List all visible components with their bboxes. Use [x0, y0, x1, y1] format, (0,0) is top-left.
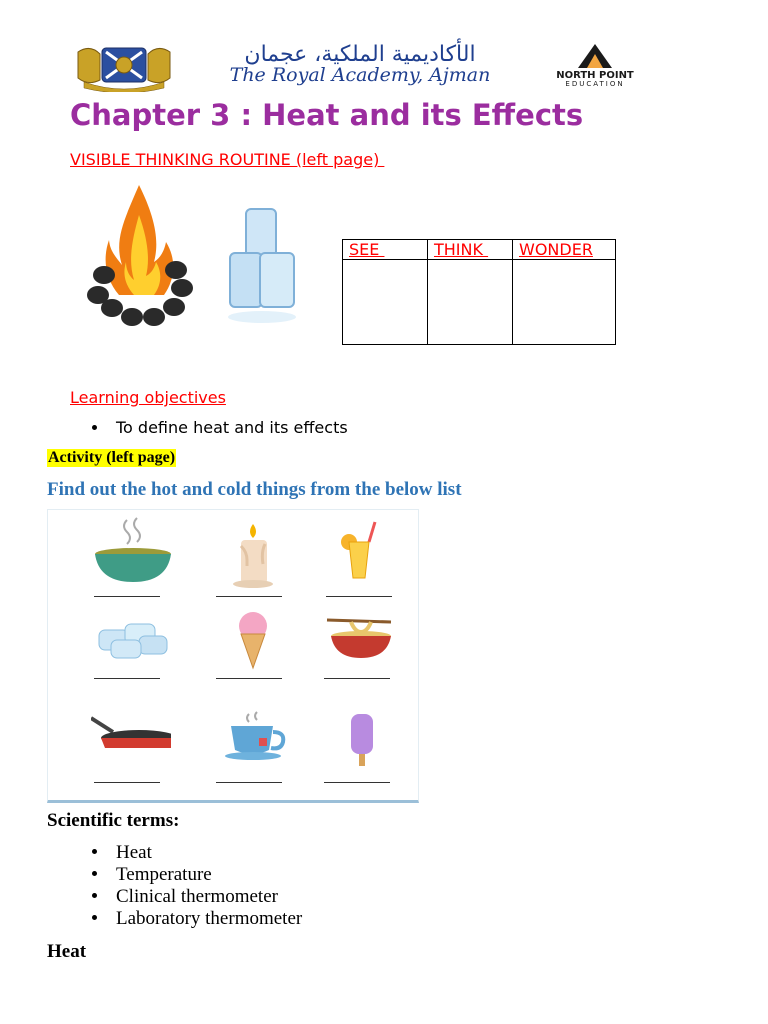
item-frying-pan — [76, 710, 176, 800]
answer-line[interactable] — [326, 596, 392, 597]
activity-label: Activity (left page) — [48, 449, 176, 466]
wonder-column-header: WONDER — [513, 240, 616, 260]
see-answer-cell[interactable] — [343, 260, 428, 345]
objective-item — [116, 418, 348, 437]
table-header-row — [343, 240, 616, 260]
learning-objectives-heading: Learning objectives — [70, 388, 226, 407]
juice-glass-icon — [323, 516, 403, 591]
activity-instruction: Find out the hot and cold things from the below list — [47, 479, 462, 500]
frying-pan-icon — [91, 710, 171, 785]
answer-line[interactable] — [324, 782, 390, 783]
term-text: Laboratory thermometer — [116, 908, 303, 929]
answer-line[interactable] — [324, 678, 390, 679]
bullet-icon — [92, 849, 97, 854]
campfire-image — [84, 180, 194, 330]
hot-cold-items-panel — [47, 509, 419, 803]
think-column-header: THINK — [428, 240, 513, 260]
ice-lolly-icon — [321, 710, 401, 785]
answer-line[interactable] — [216, 678, 282, 679]
royal-academy-crest-logo — [70, 40, 178, 92]
see-column-header: SEE — [343, 240, 428, 260]
answer-line[interactable] — [94, 596, 160, 597]
item-tea-cup — [198, 710, 298, 800]
scientific-terms-heading: Scientific terms: — [47, 810, 180, 831]
item-orange-juice — [308, 516, 408, 606]
item-ice-cream — [198, 604, 298, 694]
candle-icon — [213, 516, 293, 591]
item-ice-lolly — [306, 710, 406, 800]
term-text: Temperature — [116, 864, 212, 885]
academy-arabic-name: الأكاديمية الملكية، عجمان — [244, 42, 476, 67]
see-think-wonder-table — [342, 239, 616, 345]
heat-section-heading: Heat — [47, 941, 87, 962]
item-ice-cubes — [76, 604, 176, 694]
term-item — [116, 864, 212, 886]
routine-heading: VISIBLE THINKING ROUTINE (left page) — [70, 150, 385, 169]
ice-blocks-icon — [91, 604, 171, 679]
bullet-icon — [92, 425, 97, 430]
academy-english-name: The Royal Academy, Ajman — [229, 64, 491, 86]
answer-line[interactable] — [94, 678, 160, 679]
answer-line[interactable] — [216, 596, 282, 597]
item-noodles — [306, 604, 406, 694]
noodle-bowl-icon — [321, 604, 401, 679]
term-item — [116, 908, 302, 930]
term-text: Heat — [116, 842, 152, 863]
item-hot-soup — [76, 516, 176, 606]
chapter-title: Chapter 3 : Heat and its Effects — [70, 98, 584, 132]
ice-cubes-image — [222, 205, 302, 335]
north-point-name: NORTH POINT — [556, 70, 634, 81]
item-candle — [198, 516, 298, 606]
ice-cream-icon — [213, 604, 293, 679]
think-answer-cell[interactable] — [428, 260, 513, 345]
north-point-subtitle: EDUCATION — [565, 80, 625, 88]
objective-text: To define heat and its effects — [116, 418, 348, 437]
term-item — [116, 842, 152, 864]
bullet-icon — [92, 915, 97, 920]
tea-cup-icon — [213, 710, 293, 785]
answer-line[interactable] — [216, 782, 282, 783]
bullet-icon — [92, 893, 97, 898]
answer-line[interactable] — [94, 782, 160, 783]
table-answer-row — [343, 260, 616, 345]
bullet-icon — [92, 871, 97, 876]
wonder-answer-cell[interactable] — [513, 260, 616, 345]
term-item — [116, 886, 278, 908]
term-text: Clinical thermometer — [116, 886, 278, 907]
soup-bowl-icon — [91, 516, 171, 591]
